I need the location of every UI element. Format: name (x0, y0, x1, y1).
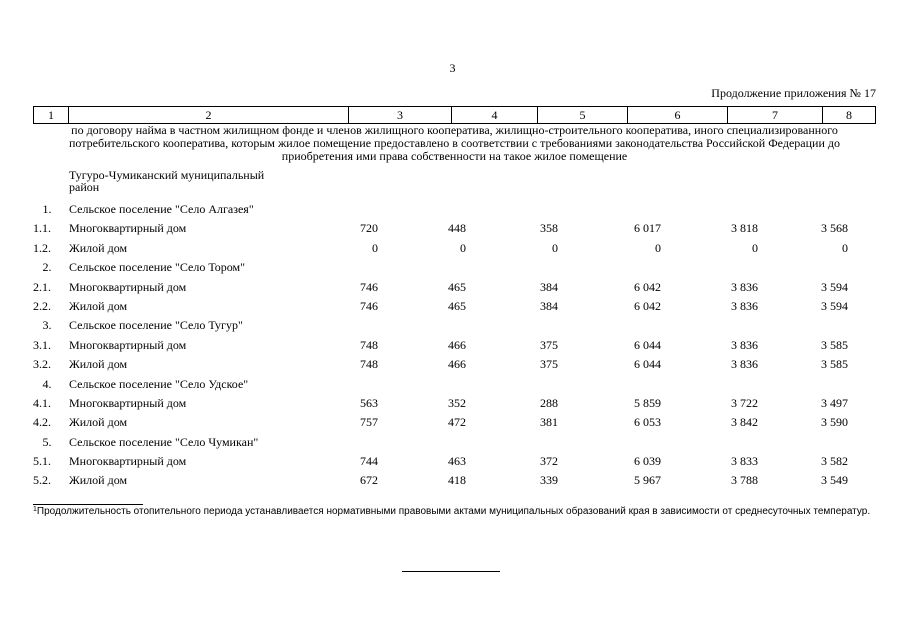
table-row (33, 299, 876, 318)
table-row (33, 454, 876, 473)
region-name (69, 169, 264, 193)
appendix-note: Продолжение приложения № 17 (711, 86, 876, 100)
value-col-5: 384 (540, 279, 558, 294)
value-col-8: 0 (842, 240, 848, 255)
row-number: 4.2. (33, 415, 51, 430)
value-col-3: 746 (360, 298, 378, 313)
value-col-6: 0 (655, 240, 661, 255)
settlement-name: Сельское поселение "Село Чумикан" (69, 434, 259, 449)
header-col-3: 3 (349, 107, 452, 123)
row-number: 3. (42, 318, 52, 333)
value-col-4: 465 (448, 298, 466, 313)
value-col-6: 6 042 (634, 298, 661, 313)
row-number: 5.2. (33, 473, 51, 488)
value-col-4: 472 (448, 415, 466, 430)
value-col-4: 466 (448, 357, 466, 372)
value-col-8: 3 585 (821, 337, 848, 352)
value-col-3: 748 (360, 337, 378, 352)
table-row (33, 473, 876, 492)
row-number: 1.1. (33, 221, 51, 236)
housing-type: Жилой дом (69, 240, 128, 255)
settlement-row (33, 318, 876, 337)
bottom-rule (402, 571, 500, 572)
value-col-5: 358 (540, 221, 558, 236)
row-number: 2.1. (33, 279, 51, 294)
value-col-5: 375 (540, 357, 558, 372)
settlement-name: Сельское поселение "Село Алгазея" (69, 202, 254, 216)
region-row (33, 169, 876, 202)
table-row (33, 415, 876, 434)
table-row (33, 357, 876, 376)
value-col-8: 3 590 (821, 415, 848, 430)
value-col-4: 418 (448, 473, 466, 488)
housing-type: Многоквартирный дом (69, 454, 187, 469)
value-col-4: 0 (460, 240, 466, 255)
value-col-5: 384 (540, 298, 558, 313)
row-number: 1. (42, 202, 52, 216)
settlement-name: Сельское поселение "Село Тором" (69, 260, 246, 275)
header-col-4: 4 (452, 107, 538, 123)
value-col-7: 3 722 (731, 395, 758, 410)
value-col-3: 748 (360, 357, 378, 372)
value-col-7: 3 836 (731, 279, 758, 294)
value-col-3: 744 (360, 454, 378, 469)
value-col-5: 372 (540, 454, 558, 469)
header-col-1: 1 (34, 107, 69, 123)
settlement-name: Сельское поселение "Село Удское" (69, 376, 249, 391)
value-col-3: 672 (360, 473, 378, 488)
settlement-row (33, 435, 876, 454)
row-number: 1.2. (33, 240, 51, 255)
table-row (33, 241, 876, 260)
footnote-marker: 1 (33, 506, 37, 513)
value-col-4: 465 (448, 279, 466, 294)
housing-type: Многоквартирный дом (69, 221, 187, 236)
housing-type: Жилой дом (69, 298, 128, 313)
settlement-row (33, 377, 876, 396)
header-col-8: 8 (846, 108, 852, 122)
value-col-5: 339 (540, 473, 558, 488)
value-col-5: 375 (540, 337, 558, 352)
value-col-8: 3 594 (821, 298, 848, 313)
row-number: 4. (42, 376, 52, 391)
header-col-2: 2 (69, 107, 349, 123)
value-col-6: 5 859 (634, 395, 661, 410)
value-col-3: 746 (360, 279, 378, 294)
table-row (33, 338, 876, 357)
value-col-7: 3 836 (731, 337, 758, 352)
value-col-7: 3 833 (731, 454, 758, 469)
value-col-8: 3 497 (821, 395, 848, 410)
row-number: 5.1. (33, 454, 51, 469)
settlement-name: Сельское поселение "Село Тугур" (69, 318, 243, 333)
value-col-5: 288 (540, 395, 558, 410)
value-col-5: 381 (540, 415, 558, 430)
table-header-row (33, 106, 876, 124)
row-number: 5. (42, 434, 52, 449)
value-col-3: 0 (372, 240, 378, 255)
value-col-6: 6 044 (634, 357, 661, 372)
value-col-7: 3 836 (731, 357, 758, 372)
row-number: 3.2. (33, 357, 51, 372)
value-col-7: 3 836 (731, 298, 758, 313)
intro-text: по договору найма в частном жилищном фонде и членов жилищного кооператива, жилищно-строительного кооператива, иного специализированного потребительского кооператива, которым жилое помещение предоставлено в соответствии с требованиями законодательства Российской Федерации до приобретения ими права собственности на такое жилое помещение (69, 123, 840, 163)
value-col-6: 6 017 (634, 221, 661, 236)
value-col-3: 720 (360, 221, 378, 236)
footnote (33, 506, 876, 517)
footnote-text: Продолжительность отопительного периода устанавливается нормативными правовыми актами муниципальных образований края в зависимости от среднесуточных температур. (36, 506, 871, 517)
value-col-7: 3 788 (731, 473, 758, 488)
table-body (33, 169, 876, 493)
value-col-7: 3 842 (731, 415, 758, 430)
housing-type: Многоквартирный дом (69, 337, 187, 352)
housing-type: Жилой дом (69, 415, 128, 430)
value-col-7: 3 818 (731, 221, 758, 236)
value-col-3: 563 (360, 395, 378, 410)
value-col-6: 6 044 (634, 337, 661, 352)
region-name-line2: район (69, 180, 100, 194)
value-col-5: 0 (552, 240, 558, 255)
value-col-8: 3 549 (821, 473, 848, 488)
housing-type: Жилой дом (69, 473, 128, 488)
housing-type: Многоквартирный дом (69, 395, 187, 410)
value-col-6: 6 039 (634, 454, 661, 469)
value-col-4: 352 (448, 395, 466, 410)
footnote-rule (33, 504, 143, 505)
value-col-7: 0 (752, 240, 758, 255)
header-col-5: 5 (538, 107, 628, 123)
table-row (33, 396, 876, 415)
value-col-8: 3 585 (821, 357, 848, 372)
header-col-7: 7 (728, 107, 823, 123)
value-col-4: 466 (448, 337, 466, 352)
value-col-4: 463 (448, 454, 466, 469)
header-col-6: 6 (628, 107, 728, 123)
value-col-8: 3 582 (821, 454, 848, 469)
value-col-8: 3 594 (821, 279, 848, 294)
table-row (33, 221, 876, 240)
settlement-row (33, 202, 876, 221)
page-number: 3 (449, 61, 456, 75)
value-col-8: 3 568 (821, 221, 848, 236)
row-number: 3.1. (33, 337, 51, 352)
settlement-row (33, 260, 876, 279)
row-number: 2.2. (33, 298, 51, 313)
housing-type: Многоквартирный дом (69, 279, 187, 294)
value-col-6: 6 053 (634, 415, 661, 430)
housing-type: Жилой дом (69, 357, 128, 372)
value-col-4: 448 (448, 221, 466, 236)
row-number: 4.1. (33, 395, 51, 410)
row-number: 2. (42, 260, 52, 275)
region-name-line1: Тугуро-Чумиканский муниципальный (69, 168, 265, 182)
table-row (33, 280, 876, 299)
value-col-6: 6 042 (634, 279, 661, 294)
value-col-3: 757 (360, 415, 378, 430)
value-col-6: 5 967 (634, 473, 661, 488)
